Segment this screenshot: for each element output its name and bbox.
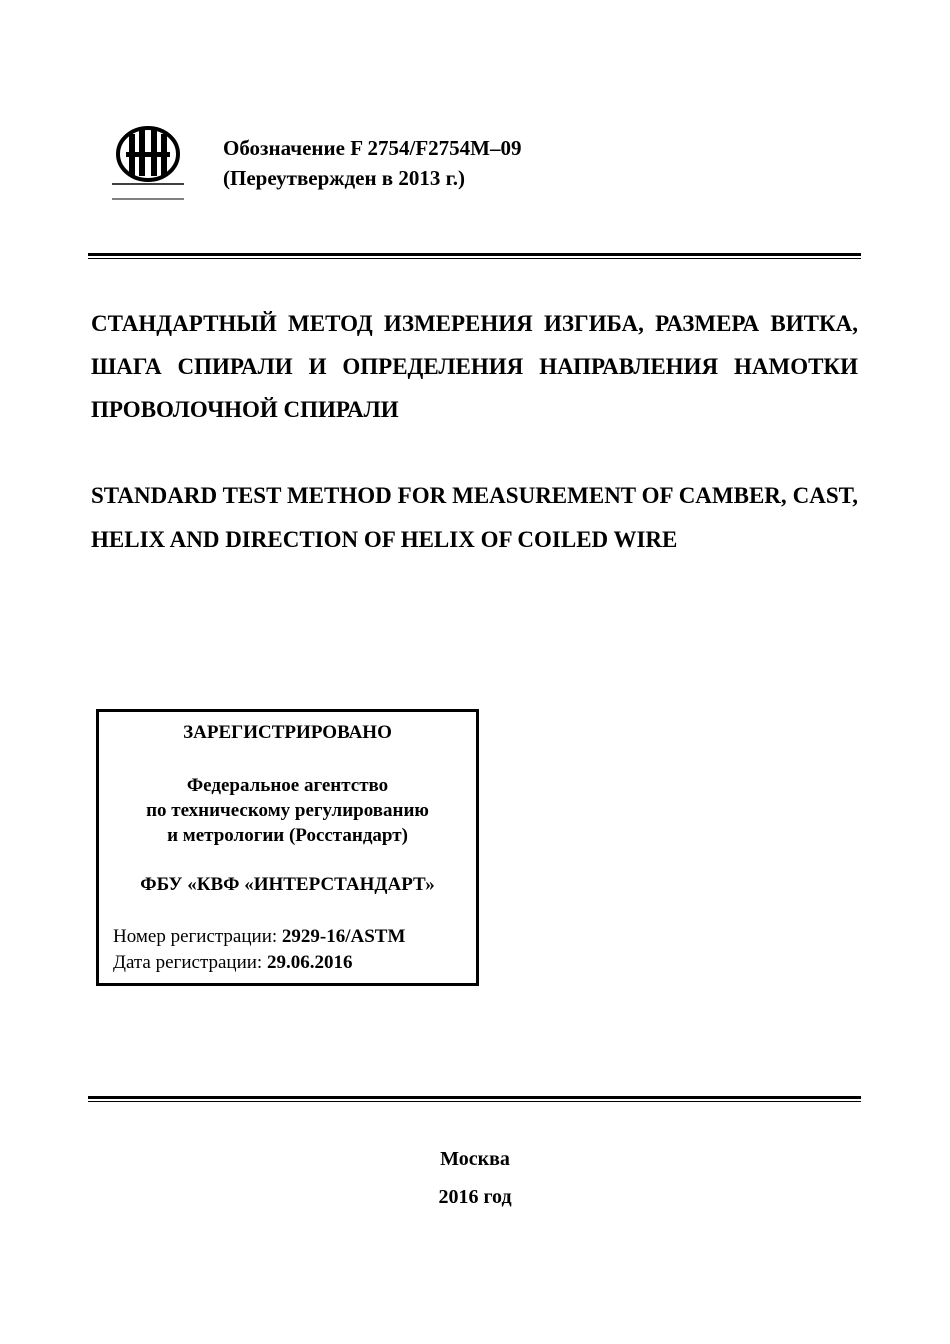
title-english: STANDARD TEST METHOD FOR MEASUREMENT OF CAMBER, CAST, HELIX AND DIRECTION OF HELIX OF COILED WIRE xyxy=(91,483,858,552)
registration-date-value: 29.06.2016 xyxy=(266,952,353,973)
agency-line-2: по техническому регулированию xyxy=(146,800,429,821)
astm-logo xyxy=(104,124,192,202)
registration-stamp xyxy=(96,709,479,986)
registration-number-label: Номер регистрации: xyxy=(113,926,282,947)
agency-line-1: Федеральное агентство xyxy=(186,775,389,796)
agency-line-3: и метрологии (Росстандарт) xyxy=(167,825,408,846)
registration-date xyxy=(113,951,352,975)
registration-date-label: Дата регистрации: xyxy=(113,952,267,973)
publication-year: 2016 год xyxy=(438,1186,512,1208)
title-russian: СТАНДАРТНЫЙ МЕТОД ИЗМЕРЕНИЯ ИЗГИБА, РАЗМЕРА ВИТКА, ШАГА СПИРАЛИ И ОПРЕДЕЛЕНИЯ НАПРАВЛЕНИЯ НАМОТКИ ПРОВОЛОЧНОЙ СПИРАЛИ xyxy=(91,311,858,422)
designation-number: Обозначение F 2754/F2754M–09 xyxy=(223,136,522,160)
top-divider xyxy=(88,253,861,259)
bottom-divider xyxy=(88,1096,861,1102)
registration-agency xyxy=(99,773,476,848)
astm-logo-icon xyxy=(104,124,192,202)
reapproval-note: (Переутвержден в 2013 г.) xyxy=(223,166,466,190)
registration-organization: ФБУ «КВФ «ИНТЕРСТАНДАРТ» xyxy=(140,874,435,895)
publication-city: Москва xyxy=(440,1148,510,1170)
registration-heading: ЗАРЕГИСТРИРОВАНО xyxy=(183,722,392,743)
registration-number-value: 2929-16/ASTM xyxy=(281,926,406,947)
registration-number xyxy=(113,925,405,949)
designation-block xyxy=(223,133,521,193)
